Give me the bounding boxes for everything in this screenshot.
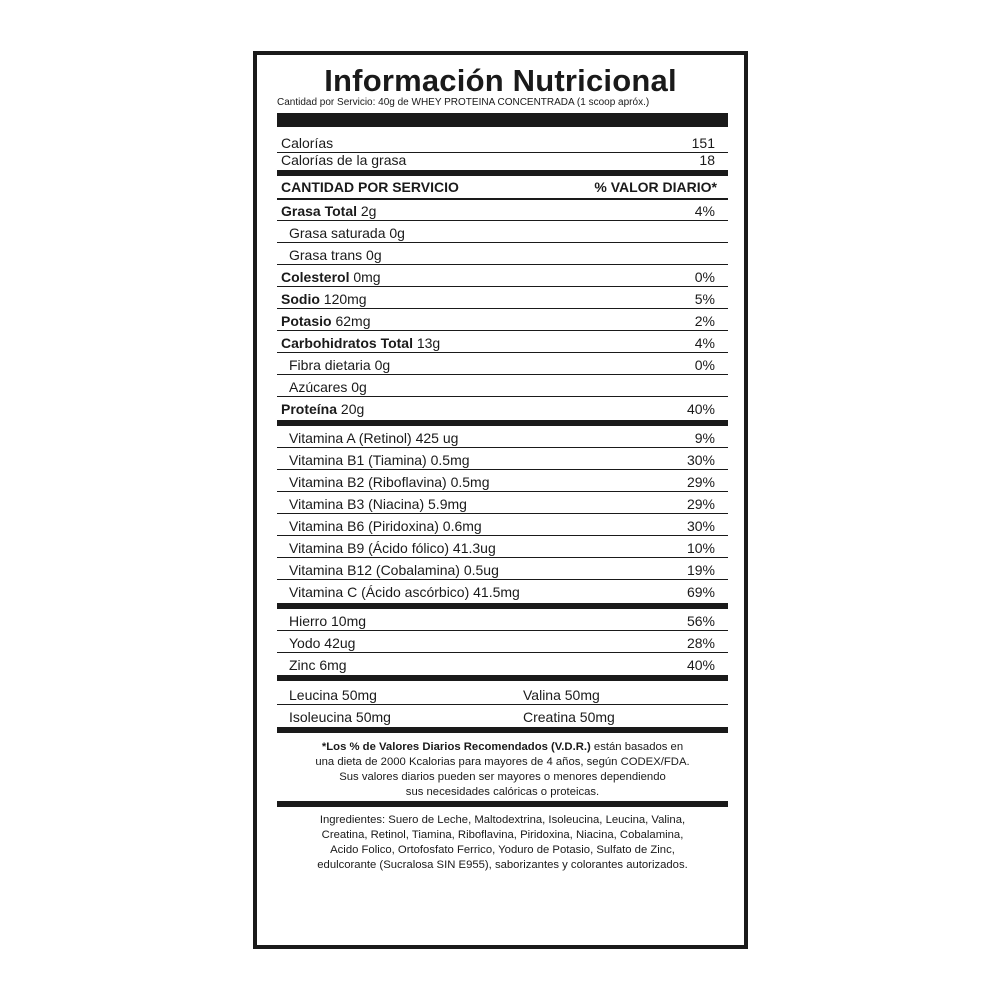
mineral-label: Zinc 6mg: [289, 657, 347, 673]
vitamin-dv: 30%: [686, 452, 715, 468]
nutrient-dv: 0%: [694, 269, 715, 285]
nutrient-row: [277, 397, 728, 419]
vitamin-row: [277, 448, 728, 470]
vitamin-dv: 10%: [686, 540, 715, 556]
nutrient-name: Carbohidratos Total: [281, 335, 413, 351]
nutrient-dv: 4%: [694, 335, 715, 351]
nutrient-amount: Fibra dietaria 0g: [289, 357, 391, 373]
calories-fat-value: 18: [699, 152, 715, 168]
ingredients-line: Acido Folico, Ortofosfato Ferrico, Yoduro de Potasio, Sulfato de Zinc,: [330, 844, 675, 856]
mineral-row: [277, 653, 728, 675]
footnote-line: una dieta de 2000 Kcalorias para mayores de 4 años, según CODEX/FDA.: [315, 756, 690, 768]
vitamin-dv: 29%: [686, 474, 715, 490]
vitamin-row: [277, 558, 728, 580]
vitamin-dv: 19%: [686, 562, 715, 578]
nutrient-amount: 0mg: [349, 269, 381, 285]
vitamin-label: Vitamina B1 (Tiamina) 0.5mg: [289, 452, 470, 468]
mineral-dv: 28%: [686, 635, 715, 651]
thick-divider: [277, 801, 728, 807]
daily-value-footnote: [277, 740, 728, 800]
nutrition-label: [253, 51, 748, 949]
vitamin-label: Vitamina C (Ácido ascórbico) 41.5mg: [289, 584, 520, 600]
nutrient-row: [277, 375, 728, 397]
nutrient-name: Proteína: [281, 401, 338, 417]
nutrient-row: [277, 221, 728, 243]
footnote-line: sus necesidades calóricas o proteicas.: [405, 786, 600, 798]
nutrient-amount: 13g: [412, 335, 441, 351]
ingredients-line: Ingredientes: Suero de Leche, Maltodextrina, Isoleucina, Leucina, Valina,: [319, 814, 686, 826]
mineral-dv: 40%: [686, 657, 715, 673]
vitamin-label: Vitamina B3 (Niacina) 5.9mg: [289, 496, 467, 512]
mineral-row: [277, 609, 728, 631]
calories-fat-row: [277, 148, 728, 170]
nutrient-amount: Grasa trans 0g: [289, 247, 382, 263]
nutrient-dv: 0%: [694, 357, 715, 373]
nutrient-amount: 20g: [337, 401, 365, 417]
vitamin-row: [277, 470, 728, 492]
calories-fat-label: Calorías de la grasa: [281, 152, 407, 168]
calories-label: Calorías: [281, 135, 334, 151]
nutrient-dv: 4%: [694, 203, 715, 219]
header-amount: CANTIDAD POR SERVICIO: [281, 179, 459, 195]
ingredients-line: Creatina, Retinol, Tiamina, Riboflavina, Piridoxina, Niacina, Cobalamina,: [321, 829, 684, 841]
vitamin-dv: 30%: [686, 518, 715, 534]
nutrient-dv: 2%: [694, 313, 715, 329]
nutrient-amount: 62mg: [331, 313, 371, 329]
amino-right: Valina 50mg: [523, 687, 600, 703]
nutrient-row: [277, 199, 728, 221]
nutrient-name: Potasio: [281, 313, 332, 329]
header-daily-value: % VALOR DIARIO*: [594, 179, 717, 195]
nutrient-name: Grasa Total: [281, 203, 357, 219]
amino-row: [277, 705, 728, 727]
calories-value: 151: [691, 135, 715, 151]
vitamin-label: Vitamina B6 (Piridoxina) 0.6mg: [289, 518, 482, 534]
vitamin-label: Vitamina A (Retinol) 425 ug: [289, 430, 459, 446]
nutrient-row: [277, 265, 728, 287]
nutrient-row: [277, 331, 728, 353]
vitamin-row: [277, 492, 728, 514]
nutrient-row: [277, 309, 728, 331]
footnote-line: Sus valores diarios pueden ser mayores o menores dependiendo: [339, 771, 666, 783]
vitamin-dv: 69%: [686, 584, 715, 600]
mineral-dv: 56%: [686, 613, 715, 629]
ingredients: [277, 813, 728, 873]
amino-row: [277, 683, 728, 705]
footnote-line: están basados en: [590, 741, 684, 753]
column-header: [277, 175, 728, 197]
label-title: Información Nutricional: [324, 63, 677, 98]
nutrient-amount: 2g: [357, 203, 377, 219]
ingredients-line: edulcorante (Sucralosa SIN E955), saborizantes y colorantes autorizados.: [317, 859, 688, 871]
nutrient-amount: 120mg: [319, 291, 367, 307]
vitamin-label: Vitamina B2 (Riboflavina) 0.5mg: [289, 474, 490, 490]
thick-divider: [277, 113, 728, 127]
serving-size: Cantidad por Servicio: 40g de WHEY PROTEINA CONCENTRADA (1 scoop apróx.): [277, 97, 650, 108]
footnote-bold: *Los % de Valores Diarios Recomendados (V.D.R.): [321, 741, 591, 753]
vitamin-row: [277, 580, 728, 602]
mineral-row: [277, 631, 728, 653]
amino-left: Leucina 50mg: [289, 687, 377, 703]
nutrient-dv: 5%: [694, 291, 715, 307]
amino-left: Isoleucina 50mg: [289, 709, 391, 725]
vitamin-label: Vitamina B12 (Cobalamina) 0.5ug: [289, 562, 499, 578]
nutrient-name: Colesterol: [281, 269, 350, 285]
thick-divider: [277, 727, 728, 733]
vitamin-label: Vitamina B9 (Ácido fólico) 41.3ug: [289, 540, 496, 556]
nutrient-name: Sodio: [281, 291, 320, 307]
thick-divider: [277, 675, 728, 681]
vitamin-row: [277, 426, 728, 448]
vitamin-row: [277, 536, 728, 558]
amino-right: Creatina 50mg: [523, 709, 615, 725]
nutrient-amount: Grasa saturada 0g: [289, 225, 405, 241]
vitamin-dv: 29%: [686, 496, 715, 512]
nutrient-row: [277, 287, 728, 309]
nutrient-amount: Azúcares 0g: [289, 379, 367, 395]
nutrient-dv: 40%: [686, 401, 715, 417]
nutrient-row: [277, 243, 728, 265]
vitamin-dv: 9%: [694, 430, 715, 446]
mineral-label: Hierro 10mg: [289, 613, 367, 629]
vitamin-row: [277, 514, 728, 536]
mineral-label: Yodo 42ug: [289, 635, 356, 651]
nutrient-row: [277, 353, 728, 375]
